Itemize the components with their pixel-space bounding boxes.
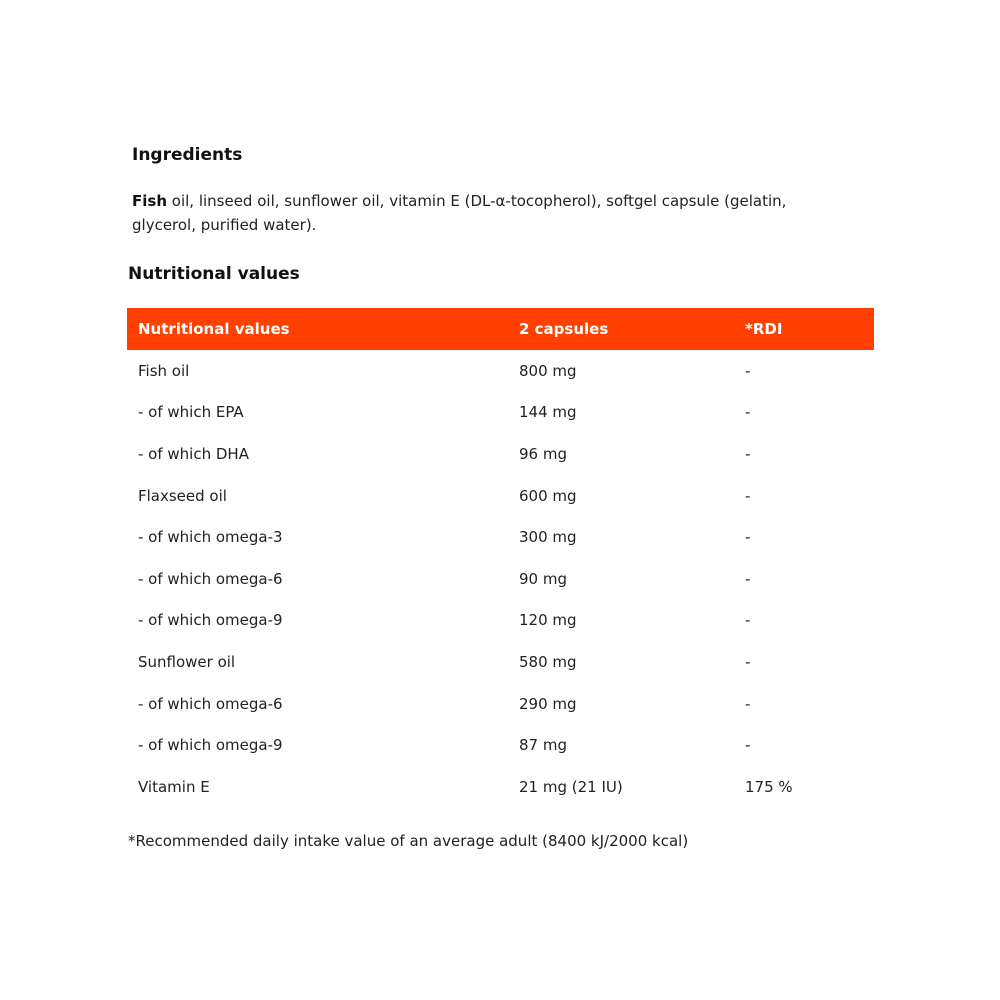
table-row — [127, 475, 874, 517]
nutrient-cell: - of which omega-9 — [138, 611, 283, 630]
rdi-cell: - — [745, 361, 751, 380]
table-row — [127, 641, 874, 683]
rdi-footnote: *Recommended daily intake value of an average adult (8400 kJ/2000 kcal) — [128, 832, 689, 850]
nutrient-cell: - of which omega-6 — [138, 694, 283, 713]
amount-cell: 87 mg — [519, 736, 567, 755]
nutrient-cell: - of which omega-9 — [138, 736, 283, 755]
rdi-cell: - — [745, 652, 751, 671]
rdi-cell: - — [745, 444, 751, 463]
nutrient-cell: - of which DHA — [138, 444, 249, 463]
table-row — [127, 600, 874, 642]
table-row — [127, 350, 874, 392]
nutrient-cell: Vitamin E — [138, 777, 210, 796]
table-row — [127, 558, 874, 600]
rdi-cell: - — [745, 569, 751, 588]
amount-cell: 300 mg — [519, 528, 577, 547]
ingredients-list: oil, linseed oil, sunflower oil, vitamin E (DL-α-tocopherol), softgel capsule (gelatin, glycerol, purified water). — [132, 192, 787, 234]
table-header — [127, 308, 874, 350]
amount-cell: 120 mg — [519, 611, 577, 630]
rdi-cell: - — [745, 611, 751, 630]
rdi-cell: - — [745, 736, 751, 755]
amount-cell: 144 mg — [519, 403, 577, 422]
nutrient-cell: Flaxseed oil — [138, 486, 227, 505]
nutrient-cell: Sunflower oil — [138, 652, 236, 671]
ingredients-heading: Ingredients — [132, 145, 243, 165]
rdi-cell: 175 % — [745, 777, 793, 796]
amount-cell: 96 mg — [519, 444, 567, 463]
column-header-amount: 2 capsules — [519, 320, 609, 338]
table-row — [127, 433, 874, 475]
table-row — [127, 392, 874, 434]
table-row — [127, 724, 874, 766]
rdi-cell: - — [745, 486, 751, 505]
nutrient-cell: Fish oil — [138, 361, 190, 380]
table-row — [127, 683, 874, 725]
rdi-cell: - — [745, 694, 751, 713]
nutritional-values-heading: Nutritional values — [128, 264, 300, 284]
rdi-cell: - — [745, 403, 751, 422]
table-body — [127, 350, 874, 808]
table-row — [127, 766, 874, 808]
amount-cell: 90 mg — [519, 569, 567, 588]
column-header-rdi: *RDI — [745, 320, 783, 338]
column-header-nutrient: Nutritional values — [138, 320, 290, 338]
rdi-cell: - — [745, 528, 751, 547]
ingredients-text — [132, 189, 852, 237]
nutritional-values-table — [127, 308, 874, 808]
amount-cell: 600 mg — [519, 486, 577, 505]
amount-cell: 290 mg — [519, 694, 577, 713]
table-header-row — [127, 308, 874, 350]
ingredients-bold-lead: Fish — [132, 192, 167, 210]
table-row — [127, 516, 874, 558]
nutrient-cell: - of which EPA — [138, 403, 244, 422]
nutrient-cell: - of which omega-6 — [138, 569, 283, 588]
nutrient-cell: - of which omega-3 — [138, 528, 283, 547]
amount-cell: 580 mg — [519, 652, 577, 671]
amount-cell: 800 mg — [519, 361, 577, 380]
amount-cell: 21 mg (21 IU) — [519, 777, 623, 796]
